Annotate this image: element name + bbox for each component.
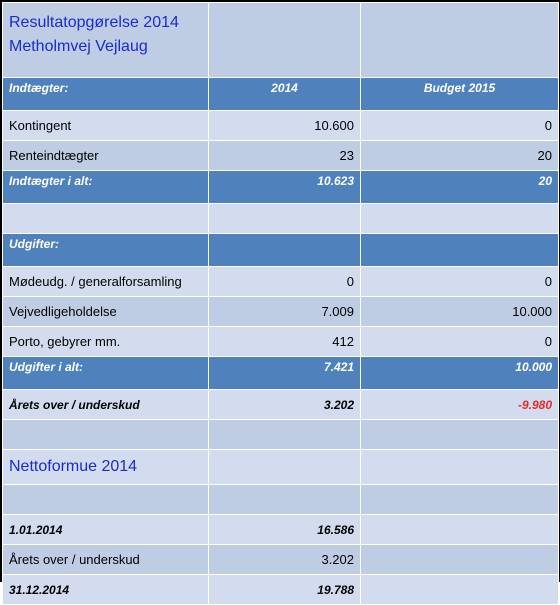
annual-result-budget: -9.980	[361, 390, 559, 420]
empty-cell	[209, 234, 361, 267]
row-value-2014: 23	[209, 141, 361, 171]
income-row-renteindtaegter	[3, 141, 559, 171]
row-label: Porto, gebyrer mm.	[3, 327, 209, 357]
empty-cell	[209, 485, 361, 515]
income-total-budget: 20	[361, 171, 559, 204]
empty-cell	[361, 485, 559, 515]
closing-balance-row	[3, 575, 559, 605]
row-value-budget: 0	[361, 327, 559, 357]
income-total-2014: 10.623	[209, 171, 361, 204]
row-value-budget: 10.000	[361, 297, 559, 327]
row-value-budget: 20	[361, 141, 559, 171]
title-row	[3, 3, 559, 78]
empty-cell	[361, 545, 559, 575]
row-value-2014: 412	[209, 327, 361, 357]
empty-cell	[3, 485, 209, 515]
income-header-label: Indtægter:	[3, 78, 209, 111]
expense-row-road-maintenance	[3, 297, 559, 327]
row-value-2014: 0	[209, 267, 361, 297]
closing-balance-label: 31.12.2014	[3, 575, 209, 605]
empty-cell	[361, 575, 559, 605]
row-value-budget: 0	[361, 111, 559, 141]
empty-cell	[209, 3, 361, 78]
annual-result-row	[3, 390, 559, 420]
expenses-total-label: Udgifter i alt:	[3, 357, 209, 390]
annual-result-2014: 3.202	[209, 390, 361, 420]
empty-cell	[3, 204, 209, 234]
expenses-header-row	[3, 234, 559, 267]
income-row-kontingent	[3, 111, 559, 141]
row-label: Kontingent	[3, 111, 209, 141]
row-label: Mødeudg. / generalforsamling	[3, 267, 209, 297]
column-header-2014: 2014	[209, 78, 361, 111]
statement-title-line1: Resultatopgørelse 2014	[9, 14, 179, 31]
income-total-label: Indtægter i alt:	[3, 171, 209, 204]
opening-balance-value: 16.586	[209, 515, 361, 545]
opening-balance-label: 1.01.2014	[3, 515, 209, 545]
net-worth-title-row	[3, 450, 559, 485]
expense-row-meetings	[3, 267, 559, 297]
row-value-2014: 10.600	[209, 111, 361, 141]
expenses-total-budget: 10.000	[361, 357, 559, 390]
empty-cell	[361, 204, 559, 234]
row-value-2014: 7.009	[209, 297, 361, 327]
empty-cell	[361, 450, 559, 485]
statement-title	[3, 3, 209, 78]
empty-cell	[209, 450, 361, 485]
column-header-budget-2015: Budget 2015	[361, 78, 559, 111]
net-worth-result-row	[3, 545, 559, 575]
expenses-header-label: Udgifter:	[3, 234, 209, 267]
income-total-row	[3, 171, 559, 204]
income-header-row	[3, 78, 559, 111]
empty-cell	[3, 420, 209, 450]
net-worth-title: Nettoformue 2014	[3, 450, 209, 485]
empty-cell	[361, 515, 559, 545]
empty-cell	[209, 420, 361, 450]
result-statement-table	[2, 2, 559, 605]
net-worth-result-label: Årets over / underskud	[3, 545, 209, 575]
spacer-row	[3, 204, 559, 234]
closing-balance-value: 19.788	[209, 575, 361, 605]
opening-balance-row	[3, 515, 559, 545]
expenses-total-row	[3, 357, 559, 390]
empty-cell	[361, 420, 559, 450]
row-value-budget: 0	[361, 267, 559, 297]
net-worth-result-value: 3.202	[209, 545, 361, 575]
expenses-total-2014: 7.421	[209, 357, 361, 390]
row-label: Vejvedligeholdelse	[3, 297, 209, 327]
empty-cell	[361, 234, 559, 267]
statement-title-line2: Metholmvej Vejlaug	[9, 38, 148, 55]
row-label: Renteindtægter	[3, 141, 209, 171]
empty-cell	[209, 204, 361, 234]
empty-cell	[361, 3, 559, 78]
expense-row-postage	[3, 327, 559, 357]
spacer-row	[3, 420, 559, 450]
spacer-row	[3, 485, 559, 515]
annual-result-label: Årets over / underskud	[3, 390, 209, 420]
